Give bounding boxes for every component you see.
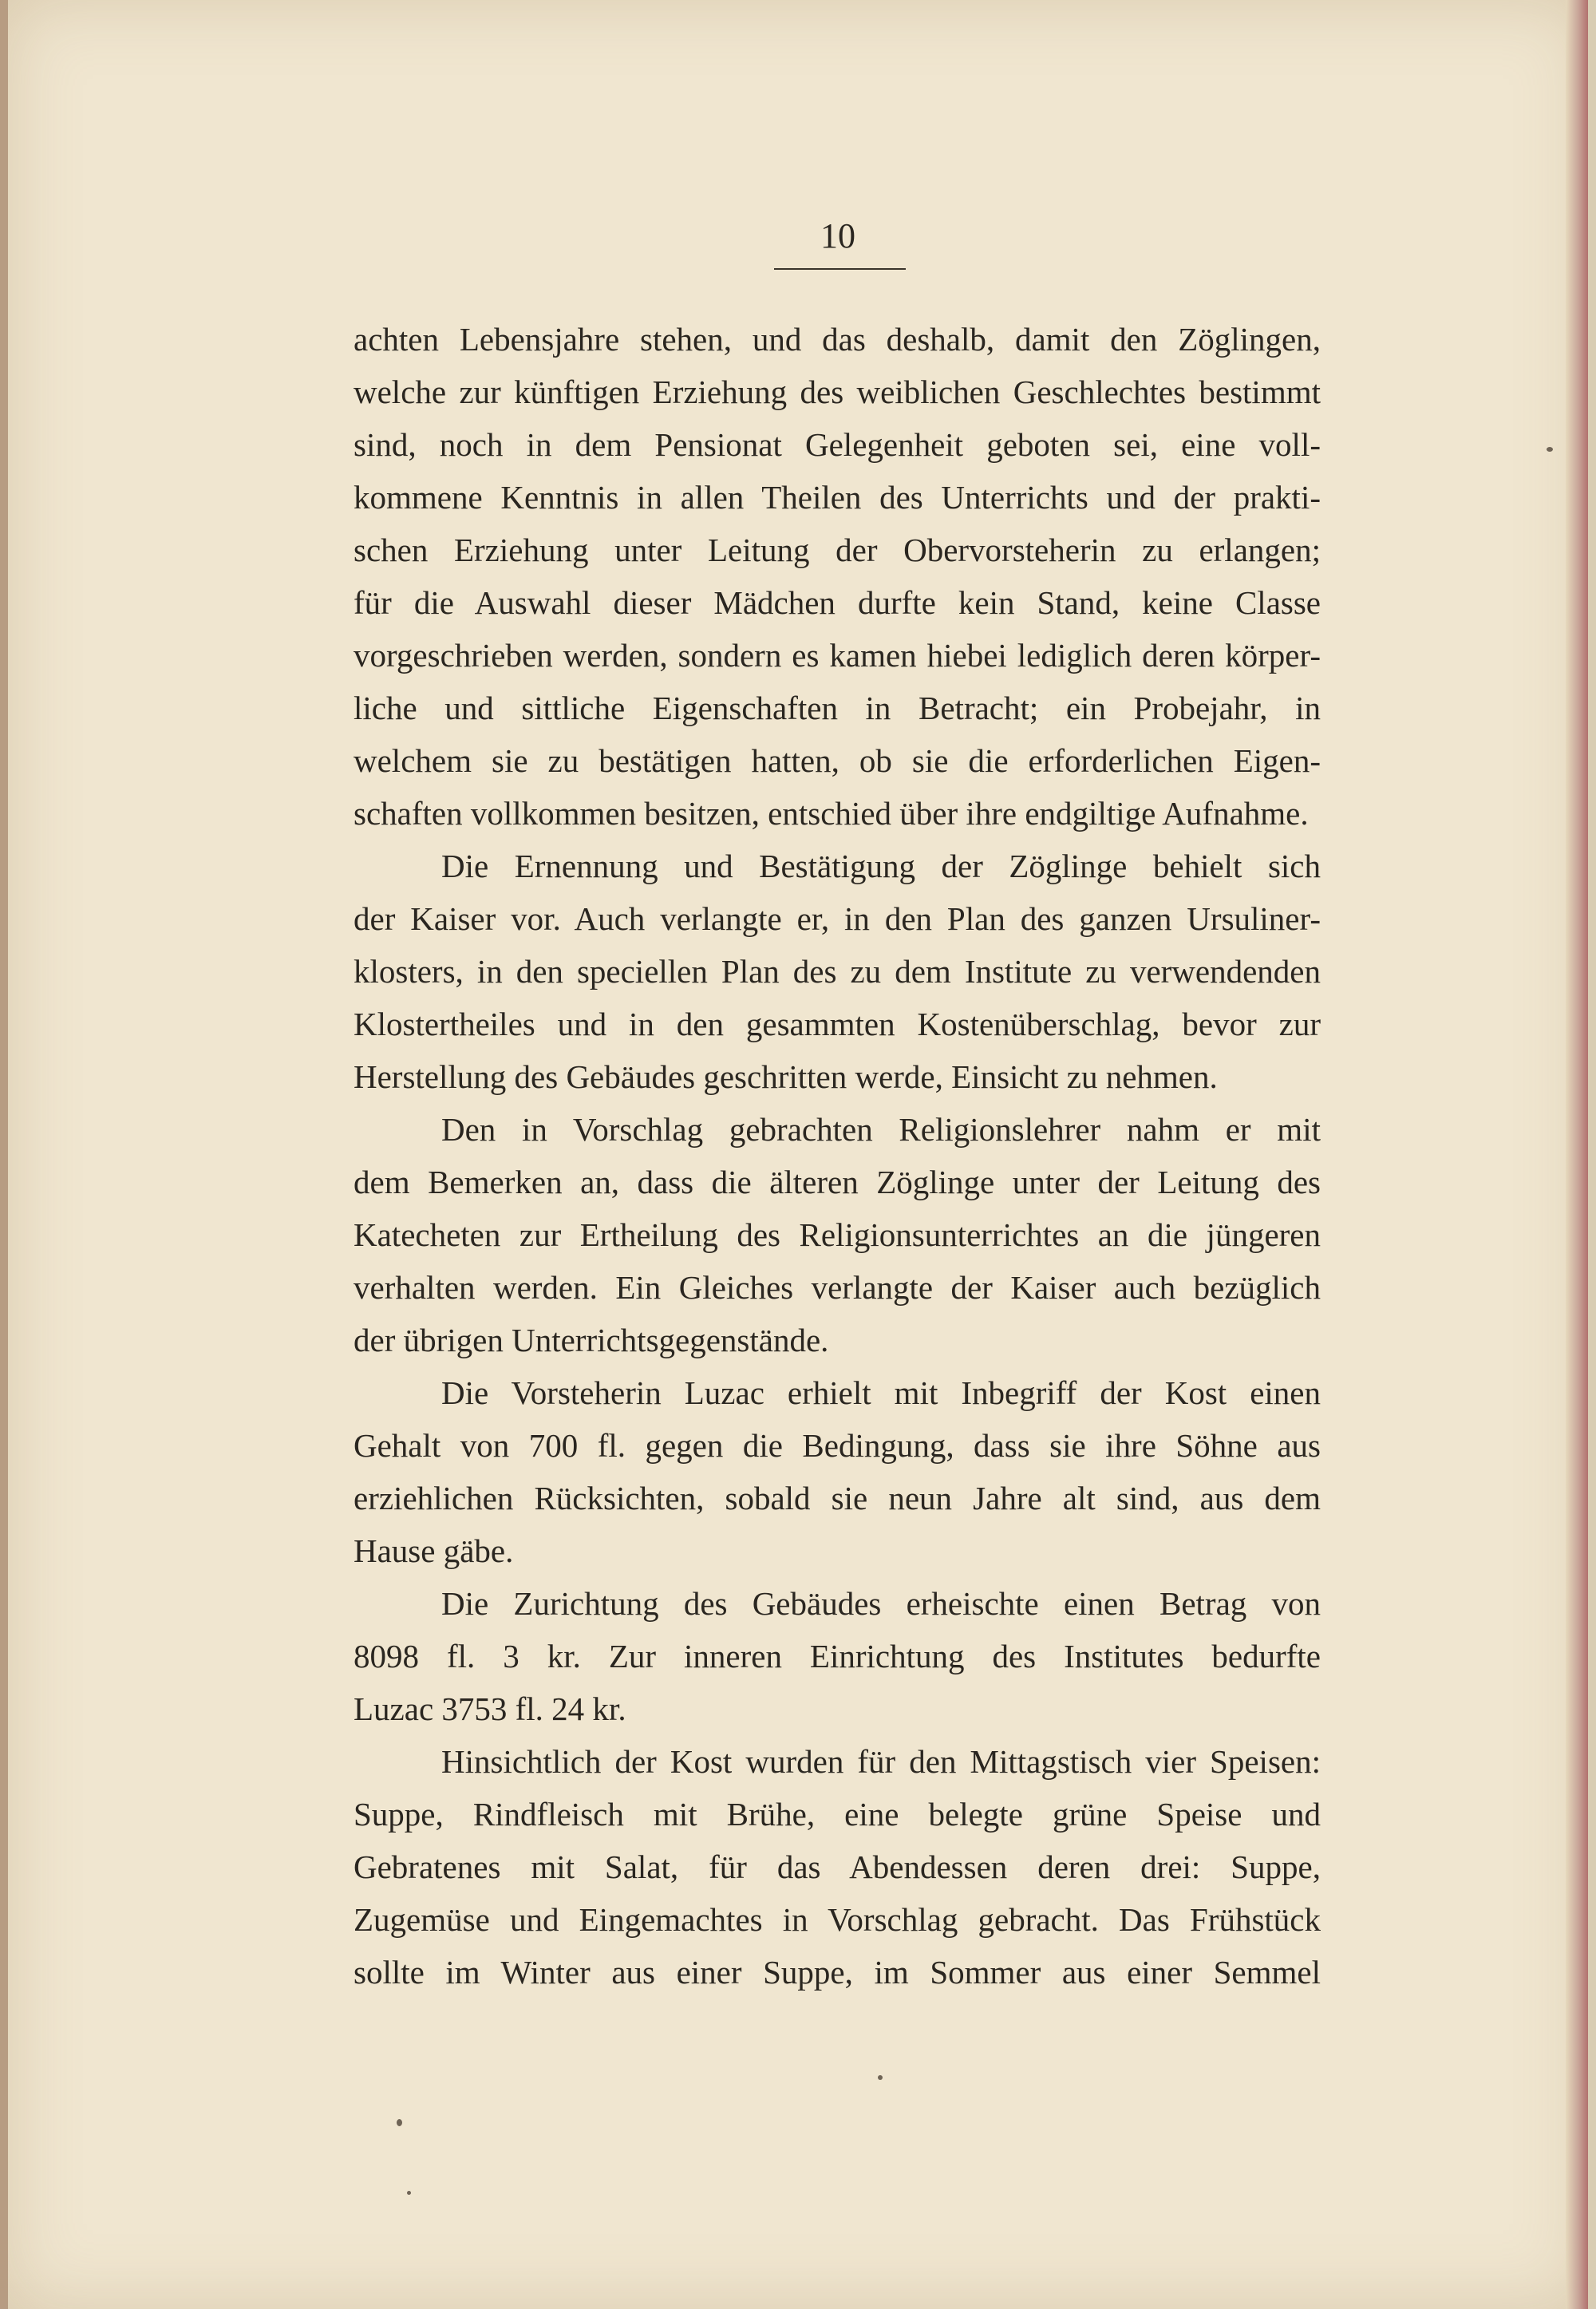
text-line: 8098 fl. 3 kr. Zur inneren Einrichtung des Institutes bedurfte xyxy=(354,1638,1321,1674)
text-line: vorgeschrieben werden, sondern es kamen hiebei lediglich deren körper- xyxy=(354,637,1321,674)
text-line: achten Lebensjahre stehen, und das deshalb, damit den Zöglingen, xyxy=(354,321,1321,358)
paper-speck xyxy=(878,2075,883,2080)
text-line: sollte im Winter aus einer Suppe, im Sommer aus einer Semmel xyxy=(354,1954,1321,1991)
book-spine xyxy=(0,0,8,2309)
text-line: schen Erziehung unter Leitung der Obervorsteherin zu erlangen; xyxy=(354,532,1321,568)
text-line: dem Bemerken an, dass die älteren Zöglinge unter der Leitung des xyxy=(354,1164,1321,1200)
text-line: liche und sittliche Eigenschaften in Betracht; ein Probejahr, in xyxy=(354,690,1321,726)
page-edge xyxy=(1566,0,1588,2309)
paper-speck xyxy=(397,2119,402,2126)
text-line: sind, noch in dem Pensionat Gelegenheit geboten sei, eine voll- xyxy=(354,426,1321,463)
text-line: Die Zurichtung des Gebäudes erheischte einen Betrag von xyxy=(441,1585,1321,1622)
text-line: Hause gäbe. xyxy=(354,1532,514,1569)
text-line: Hinsichtlich der Kost wurden für den Mittagstisch vier Speisen: xyxy=(441,1743,1321,1780)
text-line: Suppe, Rindfleisch mit Brühe, eine belegte grüne Speise und xyxy=(354,1796,1321,1833)
text-line: welchem sie zu bestätigen hatten, ob sie die erforderlichen Eigen- xyxy=(354,742,1321,779)
text-line: Gehalt von 700 fl. gegen die Bedingung, dass sie ihre Söhne aus xyxy=(354,1427,1321,1464)
text-line: Luzac 3753 fl. 24 kr. xyxy=(354,1690,626,1727)
page-number-rule xyxy=(774,268,906,270)
text-line: der übrigen Unterrichtsgegenstände. xyxy=(354,1322,829,1358)
text-line: welche zur künftigen Erziehung des weiblichen Geschlechtes bestimmt xyxy=(354,374,1321,410)
text-line: klosters, in den speciellen Plan des zu dem Institute zu verwendenden xyxy=(354,953,1321,990)
text-line: Die Ernennung und Bestätigung der Zöglinge behielt sich xyxy=(441,848,1321,884)
text-line: schaften vollkommen besitzen, entschied über ihre endgiltige Aufnahme. xyxy=(354,795,1309,832)
text-line: für die Auswahl dieser Mädchen durfte kein Stand, keine Classe xyxy=(354,584,1321,621)
text-line: der Kaiser vor. Auch verlangte er, in den Plan des ganzen Ursuliner- xyxy=(354,900,1321,937)
text-line: Herstellung des Gebäudes geschritten werde, Einsicht zu nehmen. xyxy=(354,1058,1218,1095)
text-line: verhalten werden. Ein Gleiches verlangte der Kaiser auch bezüglich xyxy=(354,1269,1321,1306)
text-line: kommene Kenntnis in allen Theilen des Unterrichts und der prakti- xyxy=(354,479,1321,516)
text-line: Katecheten zur Ertheilung des Religionsunterrichtes an die jüngeren xyxy=(354,1216,1321,1253)
paper-speck xyxy=(1547,447,1553,452)
book-page xyxy=(8,0,1588,2309)
body-text xyxy=(354,313,1321,1999)
paper-speck xyxy=(407,2191,411,2195)
text-line: Zugemüse und Eingemachtes in Vorschlag gebracht. Das Frühstück xyxy=(354,1901,1321,1938)
text-line: Klostertheiles und in den gesammten Kostenüberschlag, bevor zur xyxy=(354,1006,1321,1042)
text-line: Die Vorsteherin Luzac erhielt mit Inbegriff der Kost einen xyxy=(441,1374,1321,1411)
page-number: 10 xyxy=(820,216,855,255)
text-line: Den in Vorschlag gebrachten Religionslehrer nahm er mit xyxy=(441,1111,1321,1148)
text-line: erziehlichen Rücksichten, sobald sie neun Jahre alt sind, aus dem xyxy=(354,1480,1321,1516)
text-line: Gebratenes mit Salat, für das Abendessen deren drei: Suppe, xyxy=(354,1848,1321,1885)
